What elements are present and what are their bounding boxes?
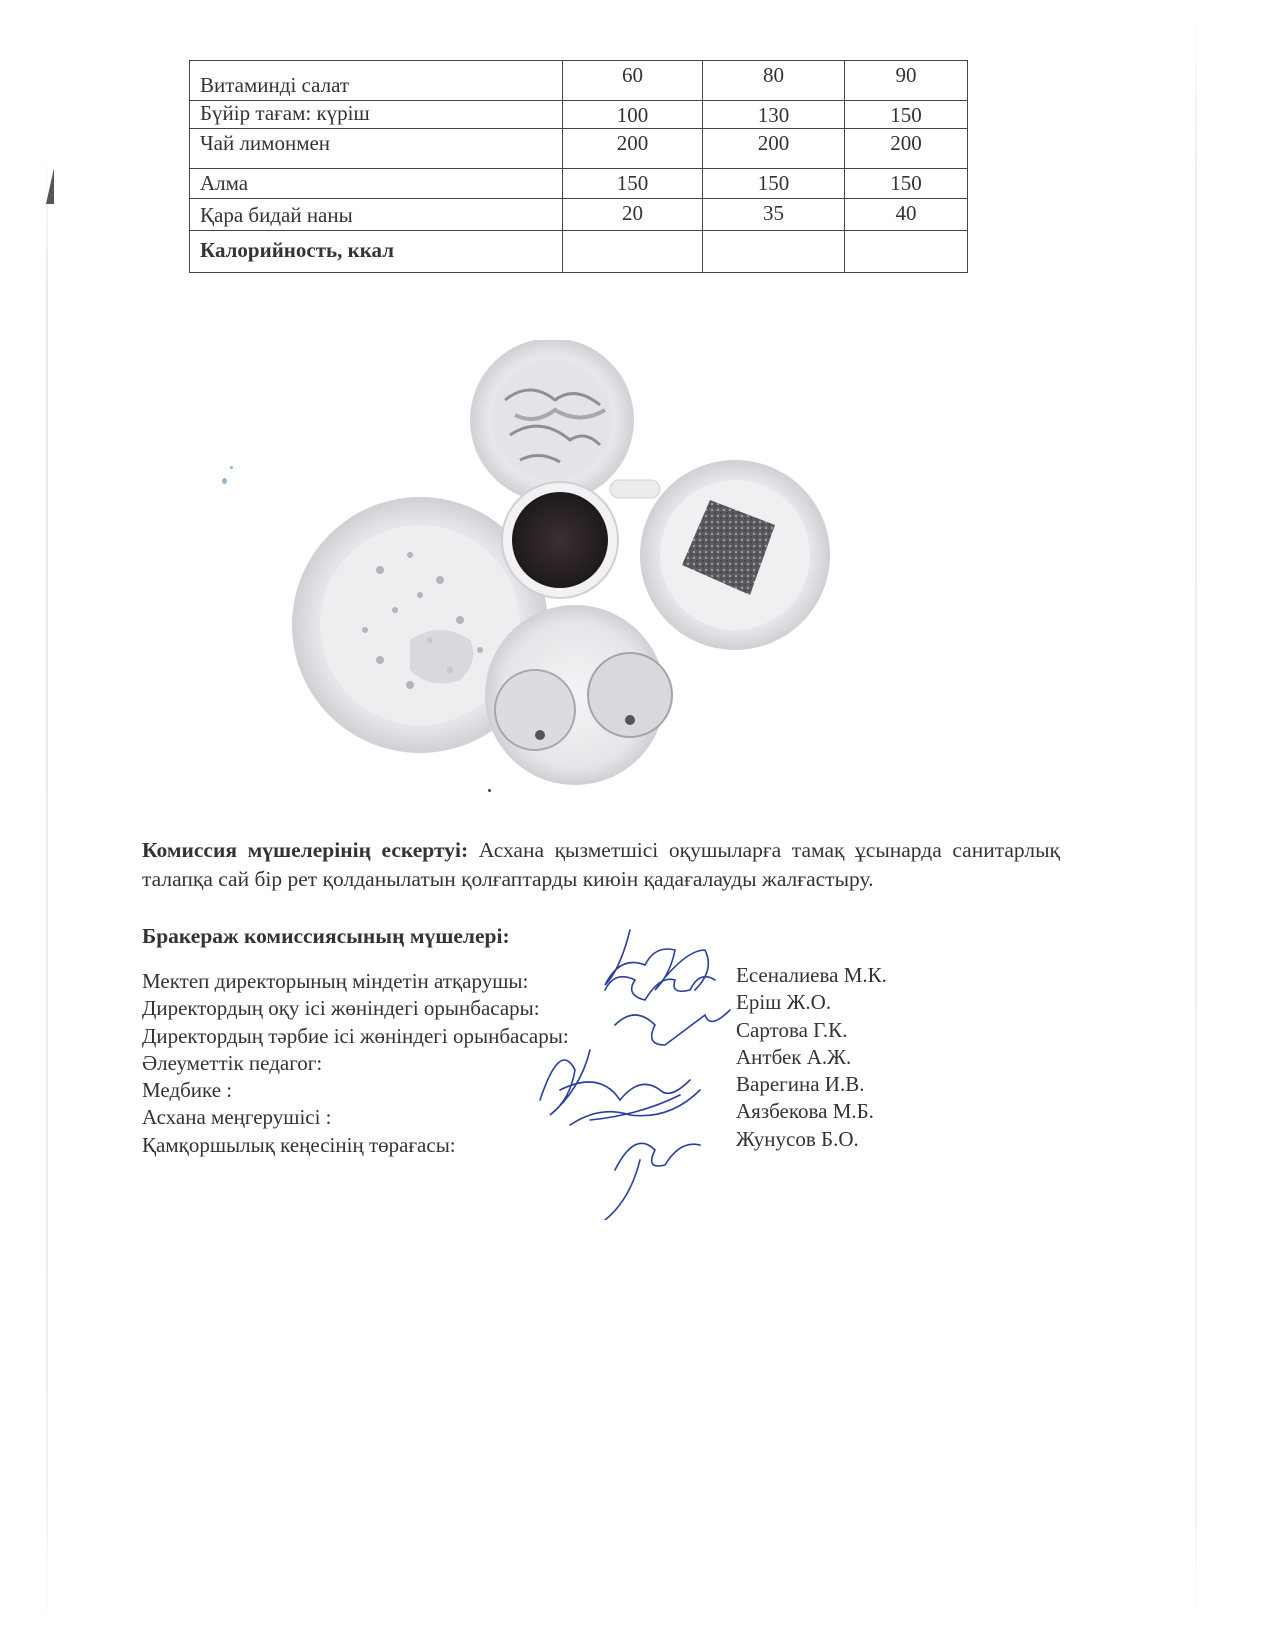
portion-value: 80 (703, 61, 845, 101)
tea-cup (502, 480, 660, 598)
member-role: Медбике : (142, 1078, 233, 1103)
member-role: Қамқоршылық кеңесінің төрағасы: (142, 1132, 456, 1157)
signatures (520, 920, 760, 1220)
salad-bowl (470, 340, 634, 502)
note-label: Комиссия мүшелерінің ескертуі: (142, 838, 469, 862)
portion-value: 200 (703, 129, 845, 169)
member-name: Есеналиева М.К. (736, 963, 887, 987)
dish-name: Бүйір тағам: күріш (190, 101, 563, 129)
portion-value: 35 (703, 199, 845, 231)
scan-corner-mark (46, 168, 54, 204)
portion-value: 200 (845, 129, 968, 169)
scan-edge-right (1195, 10, 1197, 1630)
calorie-value (563, 231, 703, 273)
signature-2 (605, 977, 715, 1000)
commission-note (142, 836, 1060, 894)
scan-edge-left (46, 150, 48, 1630)
member-roles (142, 968, 569, 1159)
members-title: Бракераж комиссиясының мүшелері: (142, 924, 510, 948)
meal-photo (290, 340, 880, 820)
portion-value: 60 (563, 61, 703, 101)
portion-value: 150 (563, 169, 703, 199)
portion-value: 100 (563, 101, 703, 129)
table-row (190, 129, 968, 169)
portion-value: 40 (845, 199, 968, 231)
ink-speck (230, 466, 233, 469)
calorie-value (703, 231, 845, 273)
table-row (190, 61, 968, 101)
dish-name: Чай лимонмен (190, 129, 563, 169)
apple-plate (485, 605, 672, 785)
member-role: Әлеуметтік педагог: (142, 1050, 323, 1075)
stray-dot (488, 789, 491, 792)
menu-table (189, 60, 968, 273)
table-row (190, 101, 968, 129)
signature-1 (605, 930, 708, 990)
bread-plate (640, 460, 830, 650)
member-name: Сартова Г.К. (736, 1017, 848, 1042)
dish-name: Қара бидай наны (190, 199, 563, 231)
table-row (190, 169, 968, 199)
portion-value: 150 (845, 169, 968, 199)
signature-3 (615, 1010, 730, 1045)
portion-value: 150 (703, 169, 845, 199)
portion-value: 130 (703, 101, 845, 129)
member-role: Мектеп директорының міндетін атқарушы: (142, 969, 529, 993)
member-role: Директордың тәрбие ісі жөніндегі орынбасары: (142, 1023, 569, 1048)
member-name: Аязбекова М.Б. (736, 1099, 874, 1124)
member-name: Еріш Ж.О. (736, 990, 832, 1015)
table-row (190, 199, 968, 231)
portion-value: 90 (845, 61, 968, 101)
member-name: Варегина И.В. (736, 1072, 865, 1097)
portion-value: 20 (563, 199, 703, 231)
calorie-value (845, 231, 968, 273)
dish-name: Витаминді салат (190, 61, 563, 101)
calorie-label: Калорийность, ккал (190, 231, 563, 273)
signature-7 (605, 1143, 700, 1220)
calorie-total-row (190, 231, 968, 273)
member-role: Директордың оқу ісі жөніндегі орынбасары: (142, 996, 540, 1021)
portion-value: 200 (563, 129, 703, 169)
portion-value: 150 (845, 101, 968, 129)
ink-speck (222, 478, 227, 484)
member-name: Жунусов Б.О. (736, 1126, 859, 1151)
member-name: Антбек А.Ж. (736, 1044, 852, 1069)
note-text: Асхана қызметшісі оқушыларға тамақ ұсынарда санитарлық талапқа сай бір рет қолданылатын қолғаптарды киюін қадағалауды жалғастыру. (142, 838, 1060, 891)
dish-name: Алма (190, 169, 563, 199)
member-role: Асхана меңгерушісі : (142, 1105, 332, 1130)
